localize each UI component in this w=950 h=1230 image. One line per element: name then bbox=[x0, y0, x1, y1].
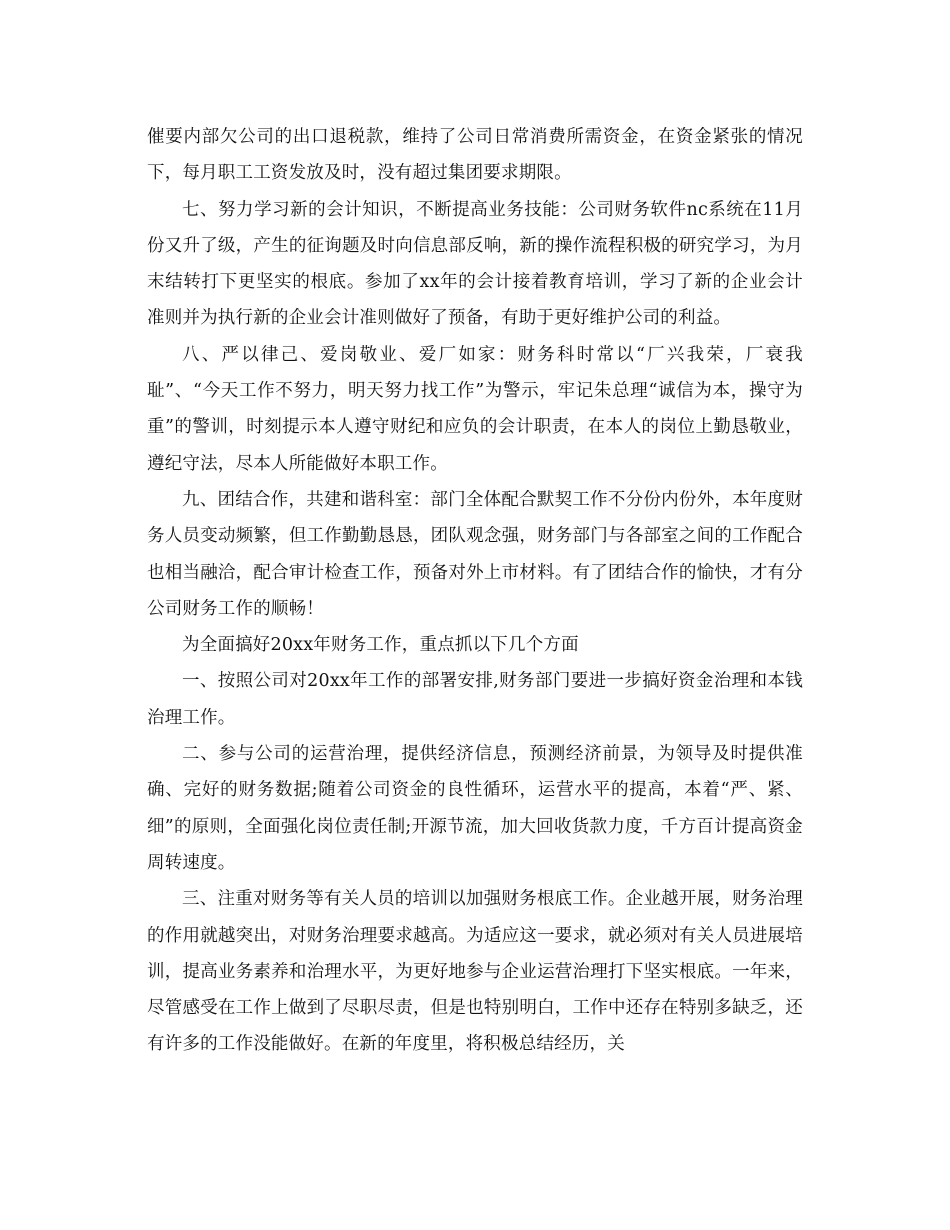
paragraph: 为全面搞好20xx年财务工作，重点抓以下几个方面 bbox=[182, 635, 579, 656]
paragraph: 三、注重对财务等有关人员的培训以加强财务根底工作。企业越开展，财务治理的作用就越突出，对财务治理要求越高。为适应这一要求，就必须对有关人员进展培训，提高业务素养和治理水平，为更好地参与企业运营治理打下坚实根底。一年来，尽管感受在工作上做到了尽职尽责，但是也特别明白，工作中还存在特别多缺乏，还有许多的工作没能做好。在新的年度里，将积极总结经历，关 bbox=[147, 889, 803, 1055]
paragraph: 九、团结合作，共建和谐科室：部门全体配合默契工作不分份内份外，本年度财务人员变动频繁，但工作勤勤恳恳，团队观念强，财务部门与各部室之间的工作配合也相当融洽，配合审计检查工作，预备对外上市材料。有了团结合作的愉快，才有分公司财务工作的顺畅！ bbox=[147, 489, 803, 619]
paragraph: 二、参与公司的运营治理，提供经济信息，预测经济前景，为领导及时提供准确、完好的财务数据;随着公司资金的良性循环，运营水平的提高，本着“严、紧、细”的原则，全面强化岗位责任制;开源节流，加大回收货款力度，千方百计提高资金周转速度。 bbox=[147, 744, 803, 873]
paragraph: 八、严以律己、爱岗敬业、爱厂如家：财务科时常以“厂兴我荣，厂衰我耻”、“今天工作不努力，明天努力找工作”为警示，牢记朱总理“诚信为本，操守为重”的警训，时刻提示本人遵守财纪和应负的会计职责，在本人的岗位上勤恳敬业，遵纪守法，尽本人所能做好本职工作。 bbox=[147, 344, 803, 474]
paragraph: 催要内部欠公司的出口退税款，维持了公司日常消费所需资金，在资金紧张的情况下，每月职工工资发放及时，没有超过集团要求期限。 bbox=[147, 127, 803, 184]
document-body bbox=[147, 119, 803, 1063]
paragraph: 七、努力学习新的会计知识，不断提高业务技能：公司财务软件nc系统在11月份又升了级，产生的征询题及时向信息部反响，新的操作流程积极的研究学习，为月末结转打下更坚实的根底。参加了xx年的会计接着教育培训，学习了新的企业会计准则并为执行新的企业会计准则做好了预备，有助于更好维护公司的利益。 bbox=[147, 199, 803, 329]
paragraph: 一、按照公司对20xx年工作的部署安排,财务部门要进一步搞好资金治理和本钱治理工作。 bbox=[147, 671, 803, 728]
